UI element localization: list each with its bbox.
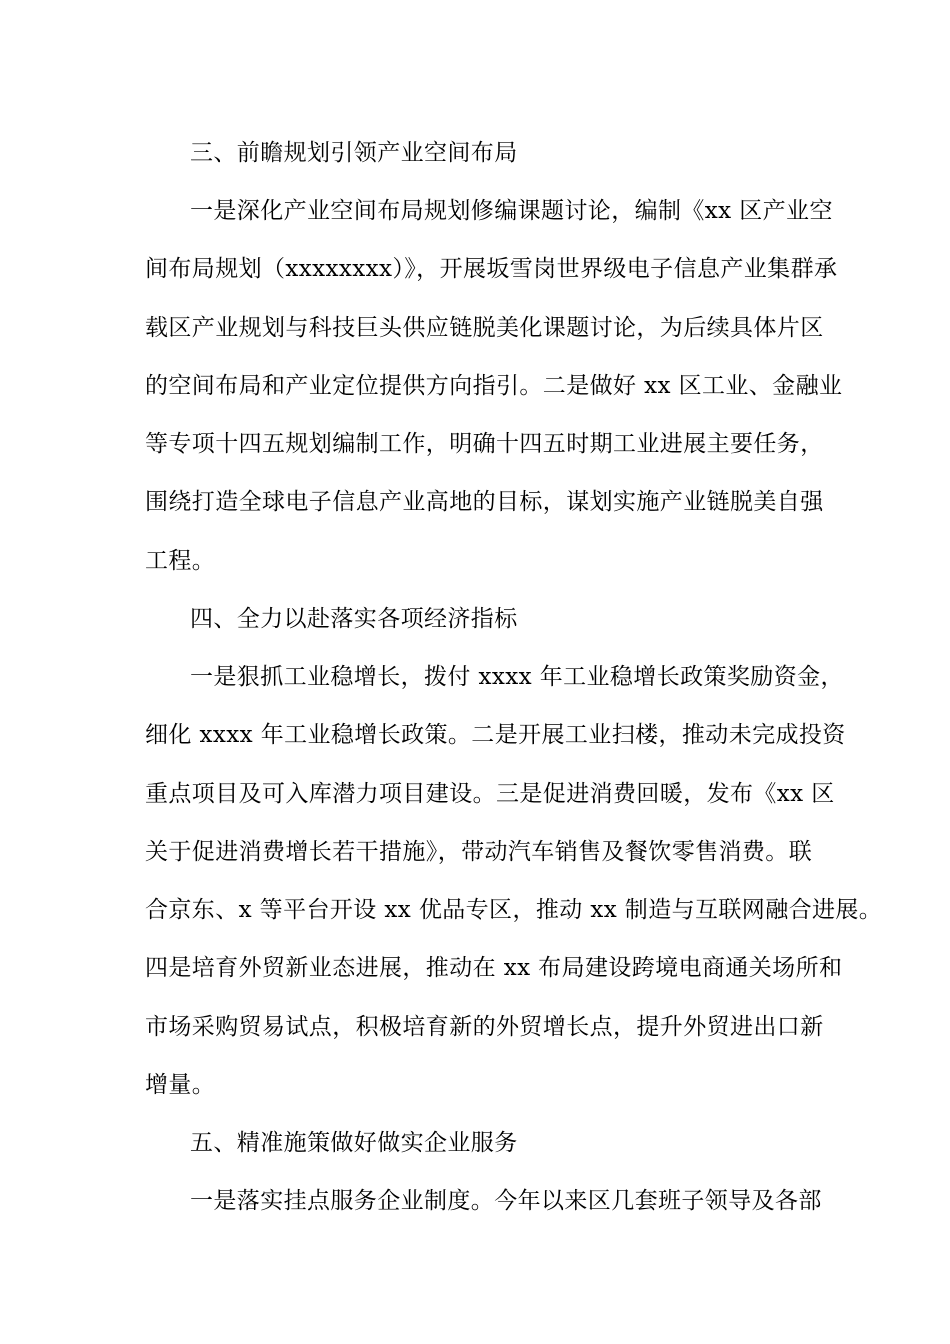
paragraph-line: 围绕打造全球电子信息产业高地的目标，谋划实施产业链脱美自强 — [145, 489, 824, 515]
paragraph-line: 合京东、x 等平台开设 xx 优品专区，推动 xx 制造与互联网融合进展。 — [145, 897, 883, 923]
section-heading-5: 五、精准施策做好做实企业服务 — [190, 1130, 518, 1156]
paragraph-line: 市场采购贸易试点，积极培育新的外贸增长点，提升外贸进出口新 — [145, 1014, 824, 1040]
paragraph-line: 增量。 — [145, 1072, 216, 1098]
paragraph-line: 一是狠抓工业稳增长，拨付 xxxx 年工业稳增长政策奖励资金， — [190, 664, 844, 690]
paragraph-line: 一是落实挂点服务企业制度。今年以来区几套班子领导及各部 — [190, 1188, 822, 1214]
paragraph-line: 的空间布局和产业定位提供方向指引。二是做好 xx 区工业、金融业 — [145, 373, 843, 399]
paragraph-line: 细化 xxxx 年工业稳增长政策。二是开展工业扫楼，推动未完成投资 — [145, 722, 846, 748]
paragraph-line: 一是深化产业空间布局规划修编课题讨论，编制《xx 区产业空 — [190, 198, 833, 224]
paragraph-line: 工程。 — [145, 548, 216, 574]
section-heading-3: 三、前瞻规划引领产业空间布局 — [190, 140, 518, 166]
paragraph-line: 等专项十四五规划编制工作，明确十四五时期工业进展主要任务， — [145, 431, 824, 457]
paragraph-line: 关于促进消费增长若干措施》，带动汽车销售及餐饮零售消费。联 — [145, 839, 813, 865]
paragraph-line: 载区产业规划与科技巨头供应链脱美化课题讨论，为后续具体片区 — [145, 315, 824, 341]
paragraph-line: 四是培育外贸新业态进展，推动在 xx 布局建设跨境电商通关场所和 — [145, 955, 843, 981]
paragraph-line: 重点项目及可入库潜力项目建设。三是促进消费回暖，发布《xx 区 — [145, 781, 835, 807]
section-heading-4: 四、全力以赴落实各项经济指标 — [190, 606, 518, 632]
paragraph-line: 间布局规划（xxxxxxxx）》，开展坂雪岗世界级电子信息产业集群承 — [145, 256, 838, 282]
